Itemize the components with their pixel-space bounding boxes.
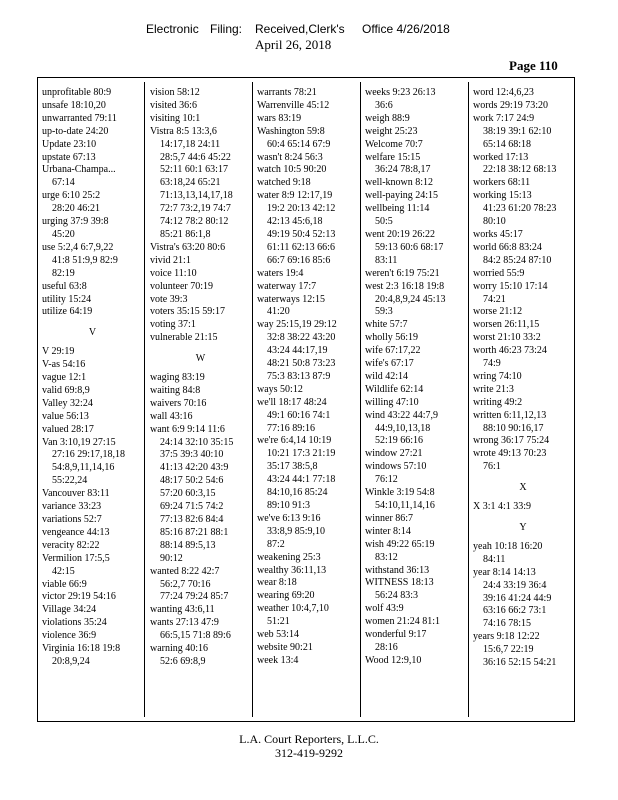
index-entry: withstand 36:13 <box>365 564 430 576</box>
header-filing: Filing: <box>210 22 243 36</box>
index-entry-continuation: 57:20 60:3,15 <box>160 488 216 500</box>
index-entry: violations 35:24 <box>42 617 107 629</box>
index-entry-continuation: 77:24 79:24 85:7 <box>160 591 229 603</box>
column-divider <box>360 82 361 717</box>
index-entry-continuation: 88:10 90:16,17 <box>483 422 544 434</box>
index-entry-continuation: 72:7 73:2,19 74:7 <box>160 203 231 215</box>
index-entry: upstate 67:13 <box>42 151 96 163</box>
index-entry-continuation: 49:19 50:4 52:13 <box>267 228 336 240</box>
index-entry: works 45:17 <box>473 228 523 240</box>
index-entry: wear 8:18 <box>257 577 297 589</box>
index-entry: wrong 36:17 75:24 <box>473 435 550 447</box>
index-entry-continuation: 87:2 <box>267 538 285 550</box>
index-entry-continuation: 28:20 46:21 <box>52 203 101 215</box>
index-entry: ways 50:12 <box>257 383 303 395</box>
index-entry: wring 74:10 <box>473 370 522 382</box>
index-entry-continuation: 50:5 <box>375 216 393 228</box>
index-entry-continuation: 39:16 41:24 44:9 <box>483 592 552 604</box>
index-entry: way 25:15,19 29:12 <box>257 319 337 331</box>
index-entry: watched 9:18 <box>257 177 311 189</box>
index-entry-continuation: 48:17 50:2 54:6 <box>160 475 224 487</box>
index-entry: wants 27:13 47:9 <box>150 617 219 629</box>
index-entry: unwarranted 79:11 <box>42 112 117 124</box>
index-entry-continuation: 27:16 29:17,18,18 <box>52 449 126 461</box>
index-entry-continuation: 41:8 51:9,9 82:9 <box>52 254 118 266</box>
index-entry: utility 15:24 <box>42 293 92 305</box>
index-entry: watch 10:5 90:20 <box>257 164 327 176</box>
index-entry-continuation: 55:22,24 <box>52 475 88 487</box>
index-entry: write 21:3 <box>473 383 514 395</box>
index-entry-continuation: 75:3 83:13 87:9 <box>267 370 331 382</box>
index-entry-continuation: 67:14 <box>52 177 75 189</box>
index-entry-continuation: 28:5,7 44:6 45:22 <box>160 151 231 163</box>
index-entry: wall 43:16 <box>150 410 193 422</box>
index-entry: worry 15:10 17:14 <box>473 280 548 292</box>
index-entry: warning 40:16 <box>150 643 209 655</box>
index-entry: worried 55:9 <box>473 267 525 279</box>
index-entry: wolf 43:9 <box>365 603 404 615</box>
index-entry-continuation: 56:2,7 70:16 <box>160 578 211 590</box>
index-entry-continuation: 60:4 65:14 67:9 <box>267 138 331 150</box>
index-entry-continuation: 45:20 <box>52 228 75 240</box>
index-entry: years 9:18 12:22 <box>473 631 540 643</box>
index-entry-continuation: 37:5 39:3 40:10 <box>160 449 224 461</box>
index-entry: viable 66:9 <box>42 578 87 590</box>
index-entry-continuation: 83:11 <box>375 254 398 266</box>
index-entry: weather 10:4,7,10 <box>257 603 329 615</box>
index-entry-continuation: 76:1 <box>483 461 501 473</box>
index-entry: west 2:3 16:18 19:8 <box>365 280 445 292</box>
index-entry: veracity 82:22 <box>42 539 100 551</box>
section-letter: V <box>88 327 97 339</box>
index-entry: valid 69:8,9 <box>42 384 90 396</box>
index-entry: Village 34:24 <box>42 604 97 616</box>
index-entry: winner 86:7 <box>365 512 414 524</box>
index-entry-continuation: 54:8,9,11,14,16 <box>52 462 115 474</box>
index-entry: wife 67:17,22 <box>365 345 421 357</box>
index-entry: writing 49:2 <box>473 396 523 408</box>
index-entry: vision 58:12 <box>150 87 200 98</box>
index-entry-continuation: 44:9,10,13,18 <box>375 422 431 434</box>
index-entry: waterway 17:7 <box>257 280 317 292</box>
index-entry: wasn't 8:24 56:3 <box>257 151 323 163</box>
index-entry: voting 37:1 <box>150 319 196 331</box>
index-entry-continuation: 66:7 69:16 85:6 <box>267 254 331 266</box>
index-entry: Vistra 8:5 13:3,6 <box>150 125 217 137</box>
index-entry-continuation: 84:2 85:24 87:10 <box>483 254 552 266</box>
index-entry: Welcome 70:7 <box>365 138 423 150</box>
index-entry: weeks 9:23 26:13 <box>365 87 436 98</box>
column-divider <box>144 82 145 717</box>
index-entry-continuation: 52:19 66:16 <box>375 435 424 447</box>
index-entry: willing 47:10 <box>365 396 419 408</box>
index-entry-continuation: 74:16 78:15 <box>483 618 532 630</box>
index-entry-continuation: 77:16 89:16 <box>267 422 316 434</box>
index-entry-continuation: 63:16 66:2 73:1 <box>483 605 547 617</box>
index-entry: Virginia 16:18 19:8 <box>42 643 121 655</box>
index-entry: we've 6:13 9:16 <box>257 512 321 524</box>
index-entry: worsen 26:11,15 <box>473 319 540 331</box>
index-entry: voice 11:10 <box>150 267 197 279</box>
index-entry: wind 43:22 44:7,9 <box>365 409 439 421</box>
index-entry: well-known 8:12 <box>365 177 434 189</box>
index-entry: wrote 49:13 70:23 <box>473 448 547 460</box>
index-entry: vote 39:3 <box>150 293 188 305</box>
index-entry: unsafe 18:10,20 <box>42 99 106 111</box>
index-entry: variance 33:23 <box>42 501 102 513</box>
index-entry-continuation: 66:5,15 71:8 89:6 <box>160 630 231 642</box>
index-entry: waterways 12:15 <box>257 293 326 305</box>
index-entry: words 29:19 73:20 <box>473 99 548 111</box>
index-entry-continuation: 14:17,18 24:11 <box>160 138 221 150</box>
index-entry-continuation: 69:24 71:5 74:2 <box>160 501 224 513</box>
index-entry-continuation: 20:4,8,9,24 45:13 <box>375 293 446 305</box>
index-entry-continuation: 41:20 <box>267 306 290 318</box>
index-entry: Vistra's 63:20 80:6 <box>150 241 226 253</box>
index-entry: waters 19:4 <box>257 267 304 279</box>
header-received: Received,Clerk's <box>255 22 345 36</box>
index-column-2 <box>150 87 251 669</box>
index-entry-continuation: 24:4 33:19 36:4 <box>483 579 547 591</box>
index-entry-continuation: 43:24 44:17,19 <box>267 345 328 357</box>
index-entry: we'll 18:17 48:24 <box>257 396 327 408</box>
index-entry: yeah 10:18 16:20 <box>473 540 543 552</box>
index-entry: water 8:9 12:17,19 <box>257 190 333 202</box>
index-entry: violence 36:9 <box>42 630 97 642</box>
index-entry-continuation: 52:6 69:8,9 <box>160 655 206 667</box>
index-entry: welfare 15:15 <box>365 151 421 163</box>
index-entry: wearing 69:20 <box>257 590 315 602</box>
index-entry: variations 52:7 <box>42 514 102 525</box>
index-entry-continuation: 89:10 91:3 <box>267 500 311 511</box>
index-entry: volunteer 70:19 <box>150 280 214 292</box>
index-entry: voters 35:15 59:17 <box>150 306 225 318</box>
index-entry: wish 49:22 65:19 <box>365 538 435 550</box>
index-entry-continuation: 19:2 20:13 42:12 <box>267 203 336 215</box>
index-entry: windows 57:10 <box>365 461 427 473</box>
index-entry-continuation: 65:14 68:18 <box>483 138 532 150</box>
index-entry-continuation: 84:11 <box>483 553 506 565</box>
index-entry: vivid 21:1 <box>150 254 191 266</box>
index-entry: Vermilion 17:5,5 <box>42 552 110 564</box>
index-entry: written 6:11,12,13 <box>473 409 547 421</box>
index-entry: waging 83:19 <box>150 372 205 384</box>
index-entry-continuation: 85:21 86:1,8 <box>160 228 211 240</box>
index-column-3 <box>257 87 359 668</box>
index-entry: workers 68:11 <box>473 177 531 189</box>
index-entry: website 90:21 <box>257 641 313 653</box>
index-entry-continuation: 33:8,9 85:9,10 <box>267 525 326 537</box>
index-entry: unprofitable 80:9 <box>42 87 112 98</box>
index-entry: use 5:2,4 6:7,9,22 <box>42 241 114 253</box>
index-entry-continuation: 83:12 <box>375 551 398 563</box>
section-letter: W <box>195 353 206 365</box>
page-number: Page 110 <box>509 58 558 73</box>
index-entry-continuation: 59:3 <box>375 306 393 318</box>
header-filing-date: April 26, 2018 <box>255 37 332 52</box>
index-entry: web 53:14 <box>257 629 299 641</box>
index-entry-continuation: 74:12 78:2 80:12 <box>160 216 229 228</box>
index-entry: worst 21:10 33:2 <box>473 332 541 344</box>
index-entry-continuation: 38:19 39:1 62:10 <box>483 125 552 137</box>
index-entry: week 13:4 <box>257 654 299 666</box>
index-entry: visited 36:6 <box>150 99 197 111</box>
index-entry: Vancouver 83:11 <box>42 488 110 500</box>
index-entry-continuation: 82:19 <box>52 267 75 279</box>
index-entry: winter 8:14 <box>365 525 411 537</box>
index-entry: wild 42:14 <box>365 370 409 382</box>
index-entry-continuation: 35:17 38:5,8 <box>267 461 318 473</box>
index-entry-continuation: 36:24 78:8,17 <box>375 164 431 176</box>
index-entry: weigh 88:9 <box>365 112 410 124</box>
index-entry-continuation: 28:16 <box>375 641 398 653</box>
column-divider <box>252 82 253 717</box>
index-entry-continuation: 41:13 42:20 43:9 <box>160 462 229 474</box>
index-entry-continuation: 42:15 <box>52 565 75 577</box>
index-entry: working 15:13 <box>473 190 532 202</box>
index-entry: utilize 64:19 <box>42 306 93 318</box>
index-column-1 <box>42 87 143 669</box>
index-entry-continuation: 56:24 83:3 <box>375 590 419 602</box>
index-entry-continuation: 80:10 <box>483 216 506 228</box>
index-entry: vague 12:1 <box>42 372 87 384</box>
index-entry: wife's 67:17 <box>365 358 414 370</box>
header-electronic: Electronic <box>146 22 199 36</box>
index-entry-continuation: 74:9 <box>483 358 501 370</box>
index-entry: weight 25:23 <box>365 125 418 137</box>
word-index-box <box>37 77 575 722</box>
column-divider <box>468 82 469 717</box>
index-entry: warrants 78:21 <box>257 87 317 98</box>
index-entry-continuation: 85:16 87:21 88:1 <box>160 526 229 538</box>
index-entry: wholly 56:19 <box>365 332 419 344</box>
index-entry-continuation: 61:11 62:13 66:6 <box>267 241 335 253</box>
index-entry: Urbana-Champa... <box>42 164 116 176</box>
index-entry: Wood 12:9,10 <box>365 654 422 666</box>
index-entry: weren't 6:19 75:21 <box>365 267 440 279</box>
index-entry: white 57:7 <box>365 319 408 331</box>
index-entry: worked 17:13 <box>473 151 529 163</box>
index-entry: valued 28:17 <box>42 423 94 435</box>
index-entry: victor 29:19 54:16 <box>42 591 116 603</box>
index-entry: Winkle 3:19 54:8 <box>365 487 435 499</box>
header-office-date: Office 4/26/2018 <box>362 22 450 36</box>
index-entry-continuation: 10:21 17:3 21:19 <box>267 448 336 460</box>
index-entry-continuation: 59:13 60:6 68:17 <box>375 241 444 253</box>
index-entry-continuation: 52:11 60:1 63:17 <box>160 164 228 176</box>
index-entry-continuation: 15:6,7 22:19 <box>483 644 534 656</box>
index-entry: weakening 25:3 <box>257 551 321 563</box>
index-entry: wealthy 36:11,13 <box>257 564 327 576</box>
index-entry-continuation: 43:24 44:1 77:18 <box>267 474 336 486</box>
index-entry: V-as 54:16 <box>42 359 86 371</box>
index-entry-continuation: 63:18,24 65:21 <box>160 177 221 189</box>
index-entry: went 20:19 26:22 <box>365 228 435 240</box>
index-entry: worth 46:23 73:24 <box>473 345 547 357</box>
index-entry: useful 63:8 <box>42 280 87 292</box>
index-entry-continuation: 74:21 <box>483 293 506 305</box>
index-entry: Update 23:10 <box>42 138 97 150</box>
index-entry-continuation: 22:18 38:12 68:13 <box>483 164 557 176</box>
index-entry-continuation: 36:16 52:15 54:21 <box>483 657 557 669</box>
index-entry: worse 21:12 <box>473 306 523 318</box>
index-entry: urge 6:10 25:2 <box>42 190 101 202</box>
index-entry: vulnerable 21:15 <box>150 332 218 344</box>
index-entry: we're 6:4,14 10:19 <box>257 435 332 447</box>
index-entry-continuation: 90:12 <box>160 552 183 564</box>
index-entry: well-paying 24:15 <box>365 190 439 202</box>
index-entry-continuation: 49:1 60:16 74:1 <box>267 409 331 421</box>
index-entry-continuation: 36:6 <box>375 99 393 111</box>
index-entry: Van 3:10,19 27:15 <box>42 436 116 448</box>
index-entry-continuation: 84:10,16 85:24 <box>267 487 328 499</box>
index-entry: value 56:13 <box>42 410 89 422</box>
index-entry: word 12:4,6,23 <box>473 87 534 98</box>
section-letter: X <box>519 482 527 494</box>
index-entry-continuation: 77:13 82:6 84:4 <box>160 514 224 525</box>
index-entry-continuation: 71:13,13,14,17,18 <box>160 190 233 202</box>
index-entry: want 6:9 9:14 11:6 <box>150 423 225 435</box>
index-entry-continuation: 20:8,9,24 <box>52 655 90 667</box>
index-entry-continuation: 41:23 61:20 78:23 <box>483 203 557 215</box>
index-entry: X 3:1 4:1 33:9 <box>473 501 532 513</box>
index-column-4 <box>365 87 467 668</box>
index-entry: Washington 59:8 <box>257 125 325 137</box>
index-entry: window 27:21 <box>365 448 423 460</box>
index-entry-continuation: 24:14 32:10 35:15 <box>160 436 234 448</box>
index-entry-continuation: 42:13 45:6,18 <box>267 216 323 228</box>
index-entry: wars 83:19 <box>257 112 302 124</box>
index-entry: work 7:17 24:9 <box>473 112 535 124</box>
index-entry: waivers 70:16 <box>150 397 207 409</box>
index-entry: year 8:14 14:13 <box>473 566 536 578</box>
section-letter: Y <box>519 522 527 533</box>
index-entry-continuation: 54:10,11,14,16 <box>375 500 435 511</box>
index-entry: waiting 84:8 <box>150 384 201 396</box>
index-entry: up-to-date 24:20 <box>42 125 109 137</box>
index-entry: Wildlife 62:14 <box>365 383 424 395</box>
index-entry: Warrenville 45:12 <box>257 99 330 111</box>
index-entry: wanted 8:22 42:7 <box>150 565 220 577</box>
index-entry-continuation: 51:21 <box>267 616 290 628</box>
index-entry: vengeance 44:13 <box>42 526 110 538</box>
footer-phone: 312-419-9292 <box>275 746 343 760</box>
index-entry: Valley 32:24 <box>42 397 93 409</box>
index-entry-continuation: 32:8 38:22 43:20 <box>267 332 336 344</box>
index-entry: wanting 43:6,11 <box>150 604 215 616</box>
index-entry: visiting 10:1 <box>150 112 201 124</box>
index-column-5 <box>473 87 573 670</box>
index-entry: urging 37:9 39:8 <box>42 216 109 228</box>
footer-company: L.A. Court Reporters, L.L.C. <box>239 732 379 746</box>
index-entry-continuation: 88:14 89:5,13 <box>160 539 216 551</box>
index-entry: world 66:8 83:24 <box>473 241 542 253</box>
index-entry: women 21:24 81:1 <box>365 616 440 628</box>
index-entry: V 29:19 <box>42 346 75 358</box>
index-entry: wellbeing 11:14 <box>365 203 430 215</box>
index-entry-continuation: 76:12 <box>375 474 398 486</box>
index-entry: WITNESS 18:13 <box>365 577 434 589</box>
index-entry: wonderful 9:17 <box>365 629 427 641</box>
index-entry-continuation: 48:21 50:8 73:23 <box>267 358 336 370</box>
